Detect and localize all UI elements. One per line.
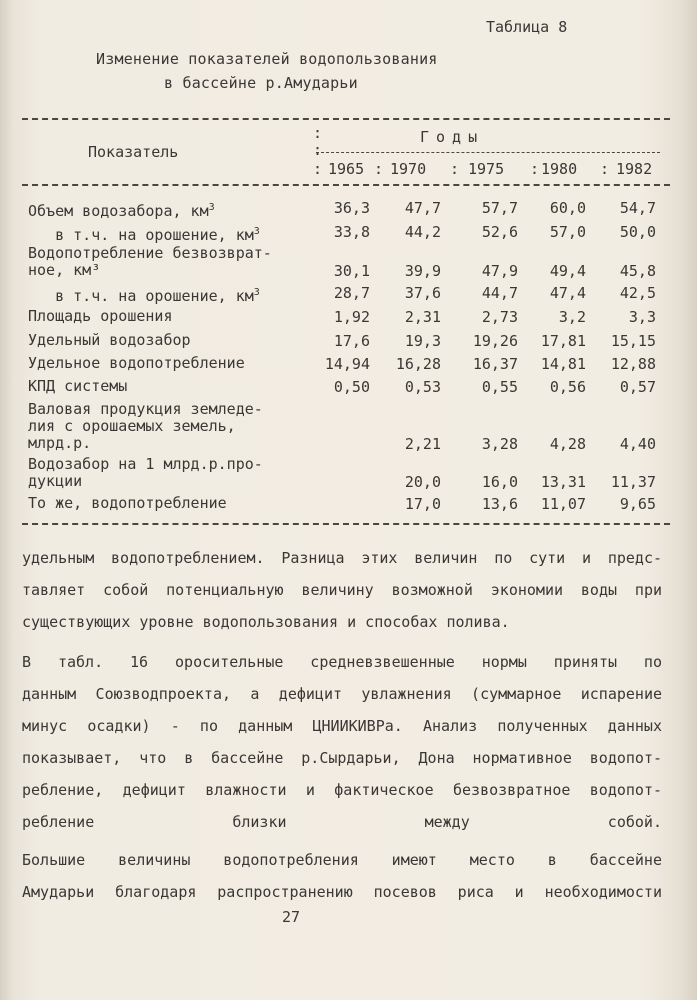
table-cell: 17,0	[404, 495, 441, 513]
table-cell: 13,31	[540, 473, 586, 491]
year-header: 1982	[616, 160, 653, 178]
header-colon: :	[450, 160, 460, 178]
table-cell: 42,5	[619, 284, 656, 302]
header-colon: :	[313, 141, 323, 159]
table-top-rule	[22, 118, 670, 120]
table-cell: 36,3	[333, 199, 370, 217]
table-cell: 39,9	[404, 262, 441, 280]
text-line: удельным водопотреблением. Разница этих величин по сути и предс-	[22, 549, 662, 567]
header-colon: :	[374, 160, 384, 178]
table-cell: 14,94	[324, 355, 370, 373]
text-line: существующих уровне водопользования и способах полива.	[22, 613, 510, 631]
table-cell: 16,28	[395, 355, 441, 373]
table-cell: 20,0	[404, 473, 441, 491]
table-cell: 4,40	[619, 435, 656, 453]
table-cell: 45,8	[619, 262, 656, 280]
table-title-line-2: в бассейне р.Амударьи	[164, 74, 358, 92]
table-cell: 3,28	[481, 435, 518, 453]
table-cell: 33,8	[333, 223, 370, 241]
table-cell: 47,7	[404, 199, 441, 217]
page-number: 27	[282, 908, 301, 926]
table-cell: 57,0	[549, 223, 586, 241]
header-colon: :	[530, 160, 540, 178]
table-cell: 9,65	[619, 495, 656, 513]
table-cell: 30,1	[333, 262, 370, 280]
table-cell: 47,9	[481, 262, 518, 280]
header-colon: :	[313, 124, 323, 142]
header-years-label: Годы	[420, 128, 485, 146]
text-line: Большие величины водопотребления имеют место в бассейне	[22, 851, 662, 869]
table-cell: 2,73	[481, 308, 518, 326]
table-cell: 17,6	[333, 332, 370, 350]
table-cell: 0,50	[333, 378, 370, 396]
table-cell: 50,0	[619, 223, 656, 241]
text-line: данным Союзводпроекта, а дефицит увлажнения (суммарное испарение	[22, 685, 662, 703]
table-cell: 19,3	[404, 332, 441, 350]
table-cell: 0,53	[404, 378, 441, 396]
table-cell: 19,26	[472, 332, 518, 350]
table-cell: 2,31	[404, 308, 441, 326]
table-cell: 60,0	[549, 199, 586, 217]
table-cell: 0,56	[549, 378, 586, 396]
table-cell: 37,6	[404, 284, 441, 302]
year-header: 1970	[390, 160, 427, 178]
table-cell: 4,28	[549, 435, 586, 453]
text-line: ребление близки между собой.	[22, 813, 662, 831]
year-header: 1975	[468, 160, 505, 178]
year-header: 1980	[541, 160, 578, 178]
row-label: Водозабор на 1 млрд.р.про-	[28, 455, 263, 473]
row-label: То же, водопотребление	[28, 494, 227, 512]
header-years-rule	[316, 152, 660, 153]
paragraph	[22, 844, 662, 908]
text-line: ребление, дефицит влажности и фактическое безвозвратное водопот-	[22, 781, 662, 799]
table-cell: 44,7	[481, 284, 518, 302]
text-line: минус осадки) - по данным ЦНИИКИВРа. Анализ полученных данных	[22, 717, 662, 735]
row-label: Валовая продукция земледе-	[28, 400, 263, 418]
table-cell: 44,2	[404, 223, 441, 241]
header-indicator-label: Показатель	[88, 143, 179, 161]
table-header-rule	[22, 184, 670, 186]
table-cell: 16,0	[481, 473, 518, 491]
table-cell: 0,57	[619, 378, 656, 396]
row-label: КПД системы	[28, 377, 128, 395]
table-cell: 47,4	[549, 284, 586, 302]
table-cell: 14,81	[540, 355, 586, 373]
row-label: в т.ч. на орошение, $км^3$	[28, 287, 260, 305]
table-cell: 1,92	[333, 308, 370, 326]
text-line: тавляет собой потенциальную величину возможной экономии воды при	[22, 581, 662, 599]
table-number: Таблица 8	[486, 18, 568, 36]
row-label: Объем водозабора, $км^3$	[28, 202, 215, 220]
row-label: Удельное водопотребление	[28, 354, 245, 372]
header-colon: :	[600, 160, 610, 178]
table-cell: 13,6	[481, 495, 518, 513]
table-cell: 16,37	[472, 355, 518, 373]
table-cell: 3,2	[558, 308, 586, 326]
table-cell: 15,15	[610, 332, 656, 350]
row-label: Удельный водозабор	[28, 331, 191, 349]
table-cell: 17,81	[540, 332, 586, 350]
table-cell: 52,6	[481, 223, 518, 241]
text-line: В табл. 16 оросительные средневзвешенные нормы приняты по	[22, 653, 662, 671]
table-cell: 2,21	[404, 435, 441, 453]
row-label: в т.ч. на орошение, $км^3$	[28, 226, 260, 244]
table-cell: 12,88	[610, 355, 656, 373]
table-cell: 57,7	[481, 199, 518, 217]
row-label: Водопотребление безвозврат-	[28, 244, 272, 262]
table-cell: 28,7	[333, 284, 370, 302]
table-cell: 54,7	[619, 199, 656, 217]
table-cell: 11,37	[610, 473, 656, 491]
text-line: показывает, что в бассейне р.Сырдарьи, Дона нормативное водопот-	[22, 749, 662, 767]
row-label: Площадь орошения	[28, 307, 173, 325]
paragraph	[22, 646, 662, 838]
year-header: 1965	[328, 160, 365, 178]
table-bottom-rule	[22, 523, 670, 525]
row-label-continued: ное, км³	[28, 261, 101, 279]
header-colon: :	[313, 160, 323, 178]
row-label-continued: лия с орошаемых земель, млрд.р.	[28, 417, 236, 452]
table-cell: 3,3	[628, 308, 656, 326]
table-cell: 49,4	[549, 262, 586, 280]
table-cell: 0,55	[481, 378, 518, 396]
paragraph	[22, 542, 662, 638]
table-cell: 11,07	[540, 495, 586, 513]
text-line: Амударьи благодаря распространению посевов риса и необходимости	[22, 883, 662, 901]
table-title-line-1: Изменение показателей водопользования	[96, 50, 438, 68]
row-label-continued: дукции	[28, 472, 83, 490]
